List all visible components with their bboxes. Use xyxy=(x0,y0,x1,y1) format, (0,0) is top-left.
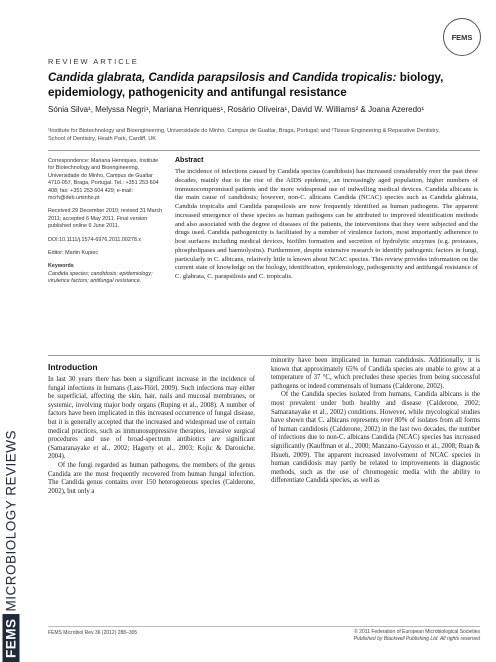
abstract-heading: Abstract xyxy=(175,157,204,164)
paragraph: minority have been implicated in human candidosis. Additionally, it is known that approximately 65% of Candida species are unable to grow at a temperature of 37 °C, which precludes these species from being successful pathogens or indeed commensals of humans (Calderone, 2002). xyxy=(271,357,480,390)
citation: FEMS Microbiol Rev 36 (2012) 288–305 xyxy=(48,630,138,636)
section-label: REVIEW ARTICLE xyxy=(48,57,139,66)
abstract-text: The incidence of infections caused by Candida species (candidosis) has increased considerably over the past three decades, mainly due to the rise of the AIDS epidemic, an increasingly aged population, higher numbers of immunocompromised patients and the more widespread use of indwelling medical devices. Candida albicans is the main cause of candidosis; however, non-C. albicans Candida (NCAC) species such as Candida glabrata, Candida tropicalis and Candida parapsilosis are now frequently identified as human pathogens. The apparent increased emergence of these species as human pathogens can be attributed to improved identification methods and also associated with the degree of diseases of the patients, the interventions that they were subjected and the drugs used. Candida pathogenicity is facilitated by a number of virulence factors, most importantly adherence to host surfaces including medical devices, biofilm formation and secretion of hydrolytic enzymes (e.g. proteases, phospholipases and haemolysins). Furthermore, despite extensive research to identify pathogenic factors in fungi, particularly in C. albicans, relatively little is known about NCAC species. This review provides information on the current state of knowledge on the biology, identification, epidemiology, pathogenicity and antifungal resistance of C. glabrata, C. parapsilosis and C. tropicalis. xyxy=(175,168,478,280)
introduction-heading: Introduction xyxy=(48,362,98,372)
brand-label: FEMS xyxy=(3,615,20,662)
paragraph: Of the Candida species isolated from humans, Candida albicans is the most prevalent under both healthy and disease (Calderone, 2002; Samaranayake et al., 2002) conditions. However, while mycological studies have shown that C. albicans represents over 80% of isolates from all forms of human candidosis (Calderone, 2002) in the last two decades, the number of infections due to non-C. albicans Candida (NCAC) species has increased significantly (Kauffman et al., 2000; Manzano-Gayosso et al., 2008; Ruan & Hsueh, 2009). The apparent increased involvement of NCAC species in human candidosis may partly be related to improvements in diagnostic methods, such as the use of chromogenic media with the ability to differentiate Candida species, as well as xyxy=(271,391,480,485)
journal-name xyxy=(4,430,19,662)
article-info xyxy=(48,158,166,292)
article-title xyxy=(48,70,468,100)
body-column-right xyxy=(271,357,480,486)
footer-divider xyxy=(48,626,480,627)
journal-band xyxy=(0,0,22,659)
publisher-line: Published by Blackwell Publishing Ltd. All rights reserved xyxy=(353,635,480,642)
history: Received 29 December 2010; revised 31 March 2011; accepted 6 May 2011. Final version published online 6 June 2011. xyxy=(48,208,163,230)
affiliation: ¹Institute for Biotechnology and Bioengineering, Universidade do Minho, Campus de Gualtar, Braga, Portugal; and ²Tissue Engineering & Reparative Dentistry, School of Dentistry, Heath Park, Cardiff, UK xyxy=(48,128,440,142)
paragraph: In last 30 years there has been a significant increase in the incidence of fungal infections in humans (Lass-Flörl, 2009). Such infections may either be superficial, affecting the skin, hair, nails and mucosal membranes, or systemic, involving major body organs (Ruping et al., 2008). A number of factors have been implicated in this increased occurrence of fungal disease, but it is generally accepted that the increased and widespread use of certain medical practices, such as immunosuppressive therapies, invasive surgical procedures and use of broad-spectrum antibiotics are significant (Samaranayake et al., 2002; Hagerty et al., 2003; Kojic & Darouiche, 2004). xyxy=(48,376,255,461)
journal-label: MICROBIOLOGY REVIEWS xyxy=(3,429,19,612)
keywords-heading: Keywords xyxy=(48,263,74,270)
copyright-line: © 2011 Federation of European Microbiological Societies xyxy=(354,629,480,635)
divider xyxy=(48,150,480,151)
divider xyxy=(48,355,480,356)
fems-logo xyxy=(443,18,481,56)
paragraph: Of the fungi regarded as human pathogens, the members of the genus Candida are the most frequently recovered from human fungal infection. The Candida genus contains over 150 heterogeneous species (Calderone, 2002), but only a xyxy=(48,461,255,495)
title-subtitle: biology, epidemiology, pathogenicity and antifungal resistance xyxy=(48,71,444,99)
copyright xyxy=(280,629,480,642)
doi: DOI:10.1111/j.1574-6976.2011.00278.x xyxy=(48,236,142,243)
body-column-left xyxy=(48,376,255,496)
logo-text: FEMS xyxy=(451,32,473,42)
keywords: Candida species; candidosis; epidemiology; virulence factors; antifungal resistance. xyxy=(48,270,153,285)
authors: Sónia Silva¹, Melyssa Negri¹, Mariana Henriques¹, Rosário Oliveira¹, David W. Williams² & Joana Azeredo¹ xyxy=(48,105,425,114)
correspondence: Correspondence: Mariana Henriques, Institute for Biotechnology and Bioengineering, Universidade do Minho, Campus de Gualtar 4710-057, Braga, Portugal. Tel.: +351 253 604 408; fax: +351 253 604 429; e-mail: mcrh@deb.uminho.pt xyxy=(48,158,159,202)
editor: Editor: Martin Kupiec xyxy=(48,250,99,257)
title-species: Candida glabrata, Candida parapsilosis and Candida tropicalis: xyxy=(48,71,397,84)
